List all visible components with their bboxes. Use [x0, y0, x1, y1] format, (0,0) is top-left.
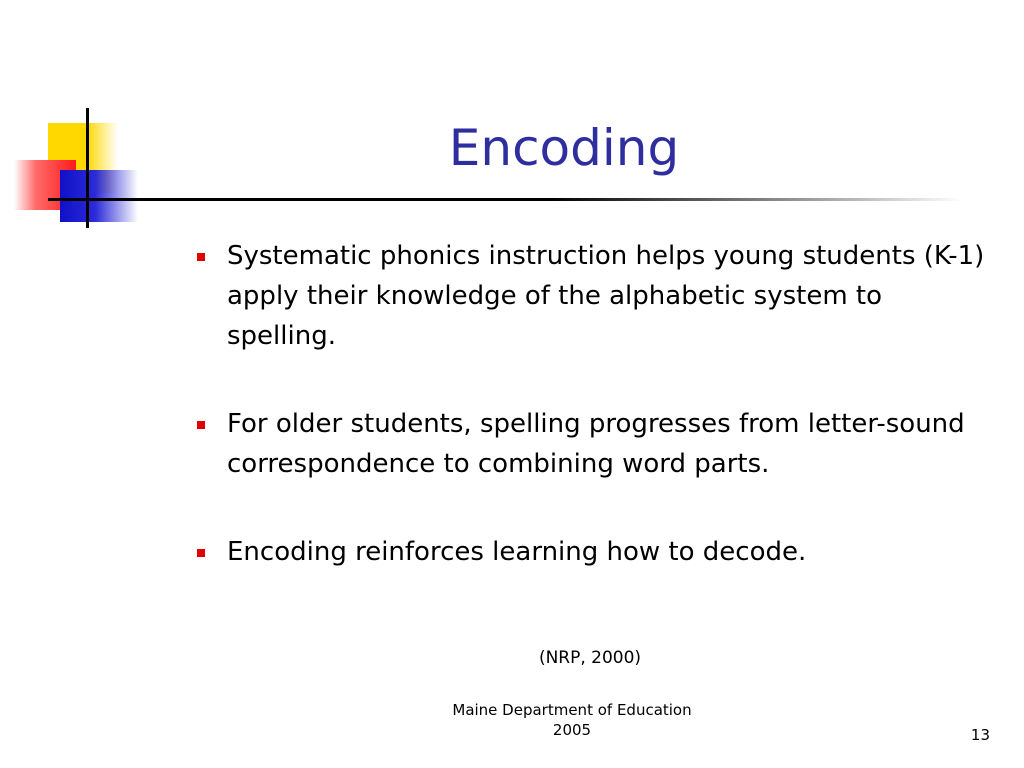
footer [410, 700, 734, 740]
footer-organization: Maine Department of Education [452, 701, 692, 719]
bullet-list [194, 236, 994, 620]
slide-title: Encoding [448, 119, 680, 177]
citation: (NRP, 2000) [538, 648, 642, 668]
decorative-vertical-line [86, 108, 89, 228]
decorative-blue-square [60, 170, 138, 222]
slide-number: 13 [970, 726, 990, 744]
bullet-square-icon [197, 253, 205, 261]
bullet-square-icon [197, 549, 205, 557]
footer-year: 2005 [552, 721, 592, 739]
bullet-square-icon [197, 421, 205, 429]
bullet-item [194, 236, 994, 356]
bullet-item [194, 404, 994, 484]
bullet-item [194, 532, 994, 572]
title-underline [48, 198, 963, 201]
bullet-text: Systematic phonics instruction helps young students (K-1) apply their knowledge of the alphabetic system to spelling. [227, 241, 985, 351]
bullet-text: For older students, spelling progresses from letter-sound correspondence to combining word parts. [227, 409, 965, 479]
bullet-text: Encoding reinforces learning how to decode. [227, 537, 807, 567]
